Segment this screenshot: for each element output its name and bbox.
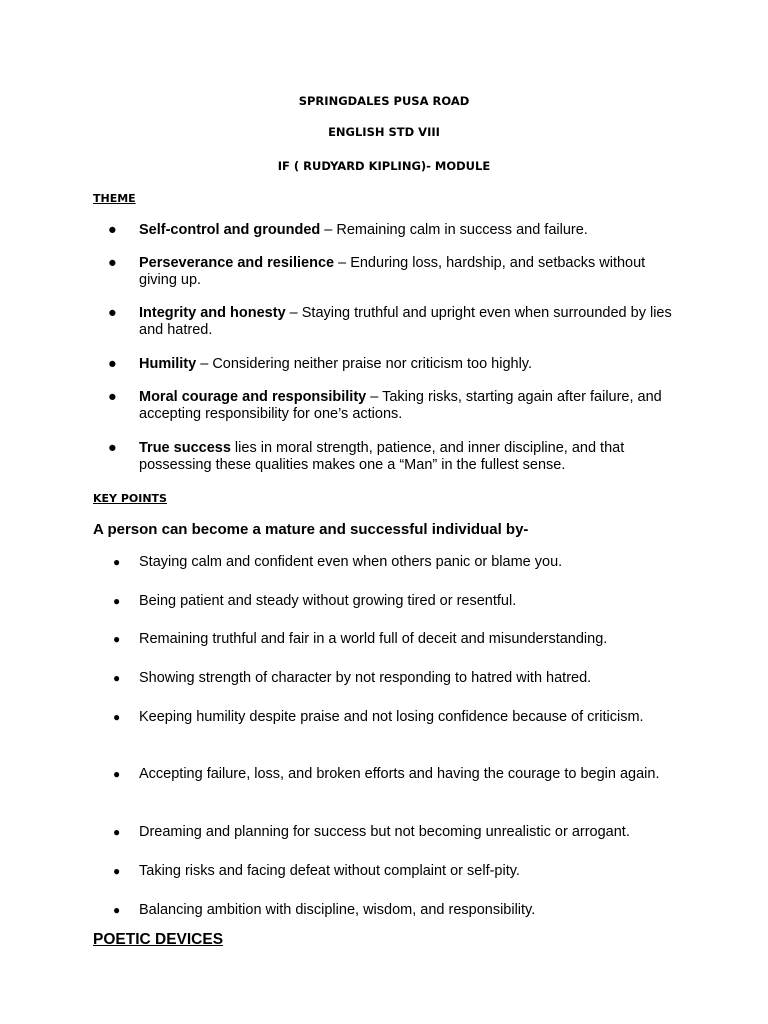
key-point-text: Showing strength of character by not responding to hatred with hatred. — [139, 670, 592, 686]
theme-term: Self-control and grounded — [139, 222, 321, 238]
class-title: ENGLISH STD VIII — [328, 125, 440, 139]
bullet-icon: ● — [113, 555, 121, 569]
theme-description: lies in moral strength, patience, and inner discipline, and that possessing these qualities makes one a “Man” in the fullest sense. — [139, 440, 625, 473]
key-point-text: Remaining truthful and fair in a world full of deceit and misunderstanding. — [139, 631, 608, 647]
key-point-text: Being patient and steady without growing tired or resentful. — [139, 593, 517, 609]
bullet-icon: ● — [108, 389, 117, 405]
bullet-icon: ● — [113, 671, 121, 685]
theme-description: – Staying truthful and upright even when surrounded by lies and hatred. — [139, 305, 672, 338]
theme-term: Perseverance and resilience — [139, 255, 335, 271]
bullet-icon: ● — [113, 903, 121, 917]
bullet-icon: ● — [113, 864, 121, 878]
key-point-text: Dreaming and planning for success but not becoming unrealistic or arrogant. — [139, 824, 630, 840]
bullet-icon: ● — [108, 440, 117, 456]
bullet-icon: ● — [113, 825, 121, 839]
theme-description: – Taking risks, starting again after failure, and accepting responsibility for one’s actions. — [139, 389, 662, 422]
bullet-icon: ● — [108, 255, 117, 271]
key-points-heading: KEY POINTS — [93, 492, 167, 505]
bullet-icon: ● — [113, 632, 121, 646]
theme-description: – Remaining calm in success and failure. — [320, 222, 588, 238]
theme-term: Moral courage and responsibility — [139, 389, 367, 405]
key-point-text: Accepting failure, loss, and broken efforts and having the courage to begin again. — [139, 766, 660, 782]
key-point-text: Taking risks and facing defeat without complaint or self-pity. — [139, 863, 520, 879]
key-point-text: Staying calm and confident even when others panic or blame you. — [139, 554, 563, 570]
key-point-text: Keeping humility despite praise and not losing confidence because of criticism. — [139, 709, 644, 725]
theme-description: – Considering neither praise nor criticism too highly. — [196, 356, 533, 372]
theme-term: True success — [139, 440, 231, 456]
bullet-icon: ● — [108, 305, 117, 321]
bullet-icon: ● — [113, 767, 121, 781]
school-name: SPRINGDALES PUSA ROAD — [298, 94, 470, 108]
bullet-icon: ● — [108, 222, 117, 238]
bullet-icon: ● — [113, 710, 121, 724]
bullet-icon: ● — [108, 356, 117, 372]
theme-heading: THEME — [93, 192, 136, 205]
theme-term: Integrity and honesty — [139, 305, 286, 321]
module-title: IF ( RUDYARD KIPLING)- MODULE — [277, 159, 491, 173]
theme-term: Humility — [139, 356, 197, 372]
theme-description: – Enduring loss, hardship, and setbacks without giving up. — [139, 255, 646, 288]
poetic-devices-heading: POETIC DEVICES — [93, 931, 224, 948]
key-point-text: Balancing ambition with discipline, wisdom, and responsibility. — [139, 902, 536, 918]
key-points-intro: A person can become a mature and successful individual by- — [93, 521, 529, 538]
bullet-icon: ● — [113, 594, 121, 608]
